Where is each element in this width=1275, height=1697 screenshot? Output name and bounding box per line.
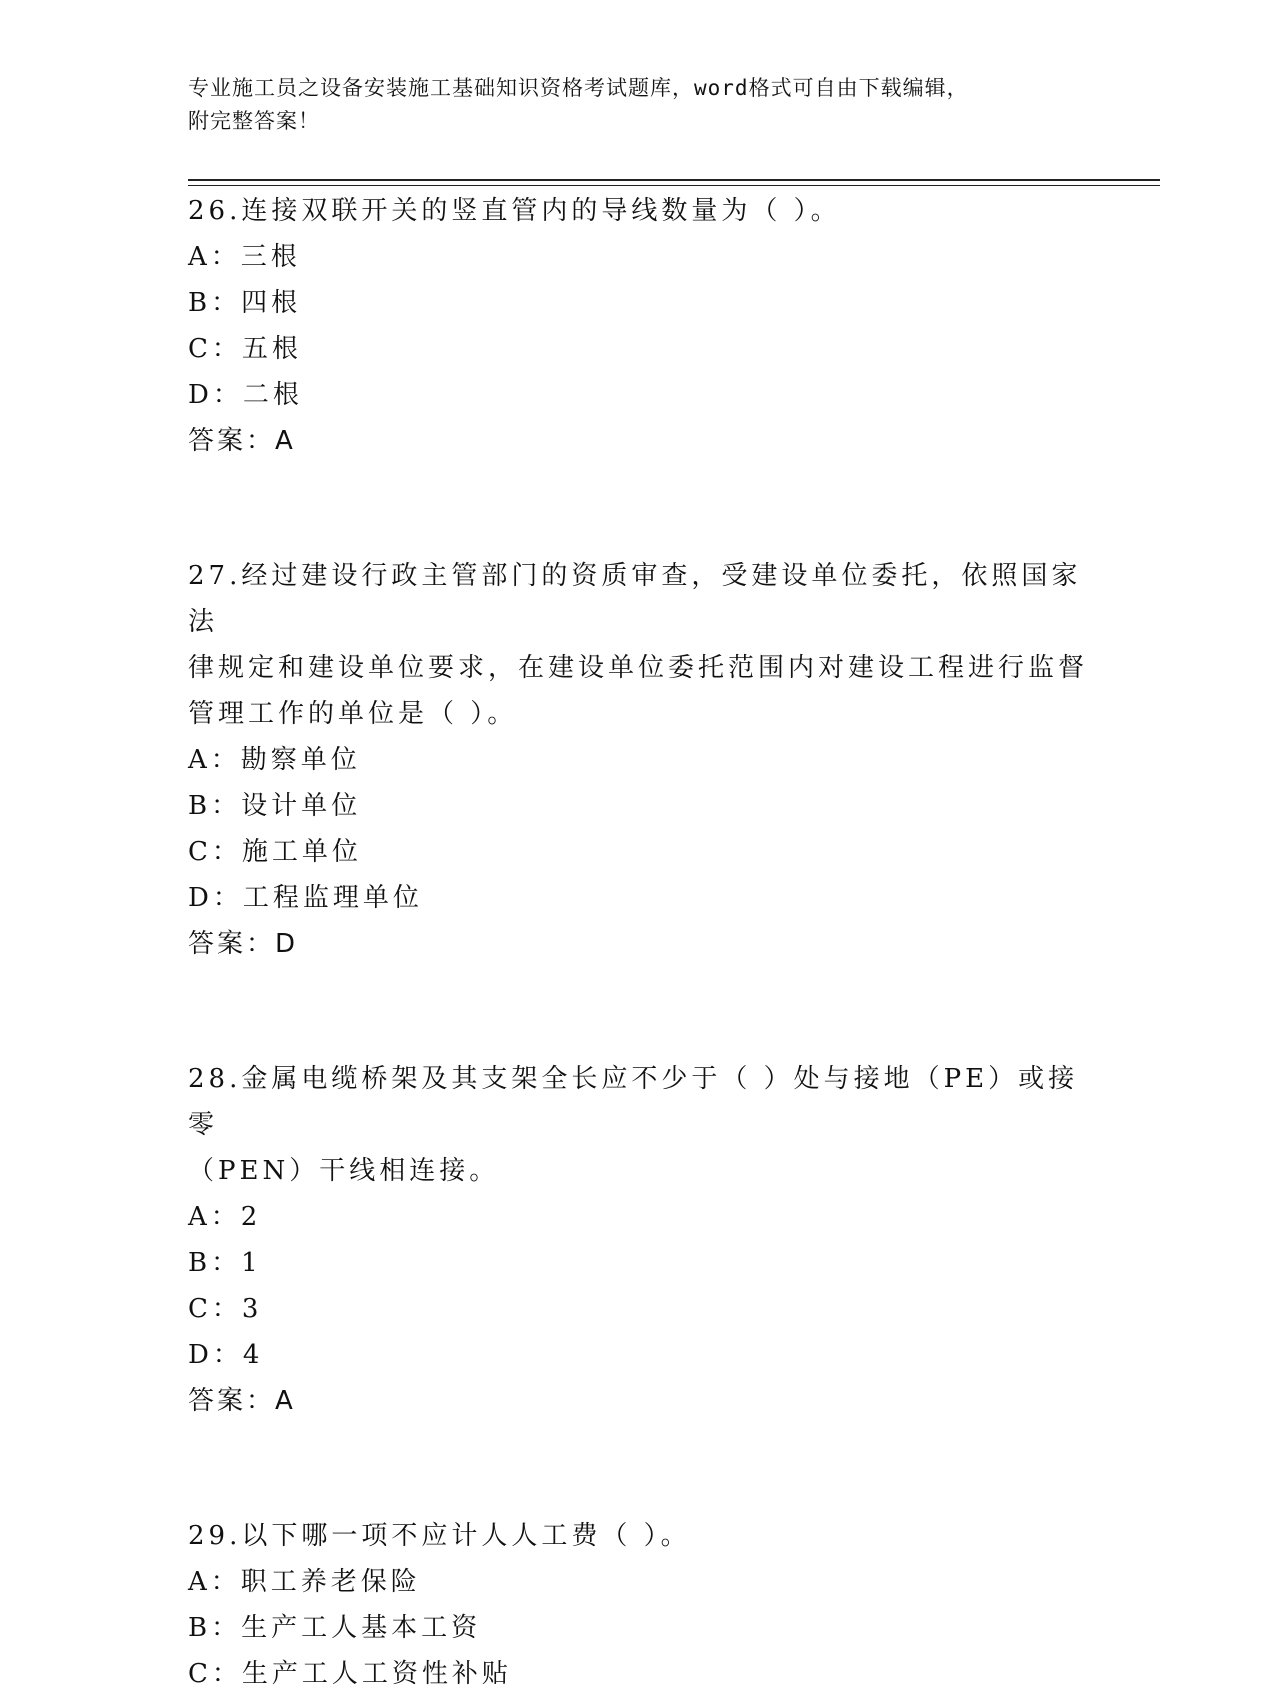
answer-line: 答案：A xyxy=(188,1386,296,1416)
header-divider-bottom xyxy=(188,185,1160,186)
question-28 xyxy=(188,1056,1088,1424)
option-a: A：勘察单位 xyxy=(188,745,361,775)
header-divider-top xyxy=(188,179,1160,181)
question-stem-line-1: 27.经过建设行政主管部门的资质审查，受建设单位委托，依照国家法 xyxy=(188,561,1082,637)
question-stem-line-2: 律规定和建设单位要求，在建设单位委托范围内对建设工程进行监督 xyxy=(188,653,1089,683)
option-b: B：四根 xyxy=(188,288,302,318)
option-b: B：生产工人基本工资 xyxy=(188,1613,482,1643)
question-spacer xyxy=(188,464,1088,553)
option-d: D：4 xyxy=(188,1340,264,1370)
question-stem-line-2: （PEN）干线相连接。 xyxy=(188,1156,500,1186)
question-stem-line-1: 28.金属电缆桥架及其支架全长应不少于（ ）处与接地（PE）或接零 xyxy=(188,1064,1079,1140)
option-a: A：职工养老保险 xyxy=(188,1567,421,1597)
option-d: D：二根 xyxy=(188,380,303,410)
question-stem: 26.连接双联开关的竖直管内的导线数量为（ ）。 xyxy=(188,196,841,226)
option-c: C：3 xyxy=(188,1294,263,1324)
answer-line: 答案：D xyxy=(188,929,299,959)
header-line-2: 附完整答案！ xyxy=(188,109,320,133)
question-spacer xyxy=(188,967,1088,1056)
option-a: A：2 xyxy=(188,1202,262,1232)
document-header xyxy=(188,72,1088,138)
answer-line: 答案：A xyxy=(188,426,296,456)
option-a: A：三根 xyxy=(188,242,301,272)
question-26 xyxy=(188,188,1088,464)
header-line-1: 专业施工员之设备安装施工基础知识资格考试题库，word格式可自由下载编辑， xyxy=(188,76,969,100)
question-list xyxy=(188,188,1088,1697)
question-stem-line-3: 管理工作的单位是（ ）。 xyxy=(188,699,518,729)
option-b: B：1 xyxy=(188,1248,262,1278)
option-b: B：设计单位 xyxy=(188,791,362,821)
question-spacer xyxy=(188,1424,1088,1513)
option-c: C：五根 xyxy=(188,334,302,364)
option-c: C：生产工人工资性补贴 xyxy=(188,1659,512,1689)
question-stem: 29.以下哪一项不应计人人工费（ ）。 xyxy=(188,1521,691,1551)
question-27 xyxy=(188,553,1088,967)
option-c: C：施工单位 xyxy=(188,837,362,867)
option-d: D：工程监理单位 xyxy=(188,883,423,913)
question-29 xyxy=(188,1513,1088,1697)
